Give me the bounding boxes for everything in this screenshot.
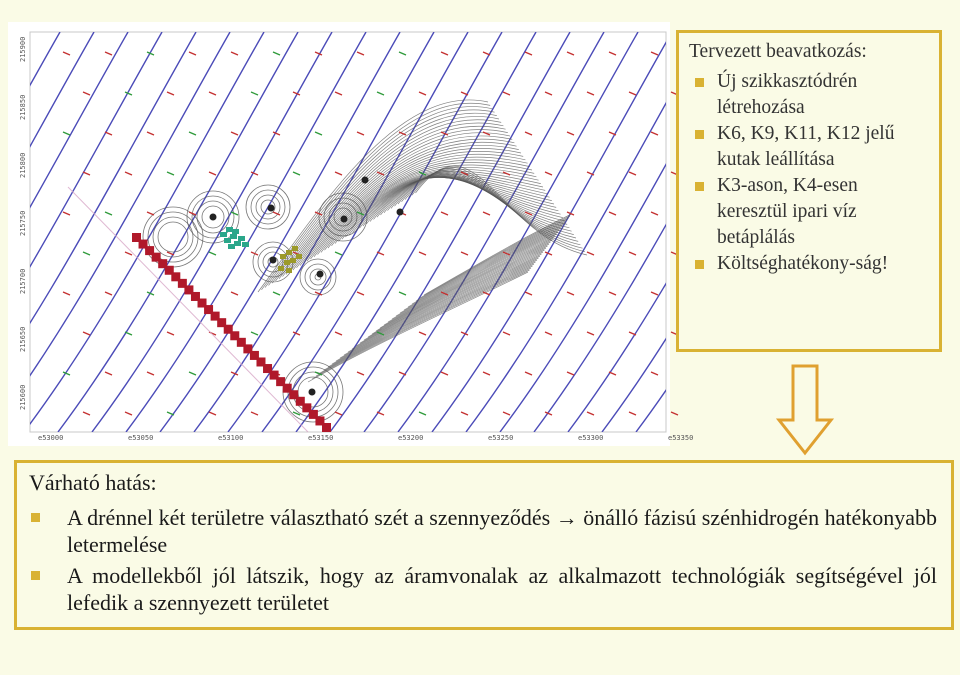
expected-effect-box [14, 460, 954, 630]
plume-cell [278, 266, 284, 271]
model-map-canvas [8, 22, 694, 446]
planned-intervention-box [676, 30, 942, 352]
list-item [29, 504, 937, 558]
down-arrow-icon [776, 364, 834, 456]
y-tick-label: 215800 [19, 152, 27, 178]
list-item [689, 121, 929, 173]
square-bullet-icon [695, 260, 704, 269]
effect-list [29, 504, 937, 616]
plume-cell [284, 260, 290, 265]
y-tick-label: 215900 [19, 36, 27, 62]
x-tick-label: e53000 [38, 434, 64, 442]
y-tick-label: 215750 [19, 210, 27, 236]
well-marker [397, 209, 404, 216]
plume-cell [242, 242, 249, 247]
plume-cell [224, 238, 231, 243]
plume-cell [226, 227, 233, 232]
x-tick-label: e53250 [488, 434, 514, 442]
y-tick-label: 215650 [19, 326, 27, 352]
plume-cell [220, 232, 227, 237]
well-marker [270, 257, 277, 264]
plume-cell [290, 258, 296, 263]
plume-cell [280, 254, 286, 259]
well-marker [317, 271, 324, 278]
list-item [689, 69, 929, 121]
x-tick-label: e53350 [668, 434, 694, 442]
y-tick-label: 215700 [19, 268, 27, 294]
x-tick-label: e53300 [578, 434, 604, 442]
well-marker [268, 205, 275, 212]
velocity-arrow [671, 412, 678, 415]
square-bullet-icon [695, 78, 704, 87]
plan-list [689, 69, 929, 277]
plan-item-text: K3-ason, K4-esen keresztül ipari víz betáplálás [717, 175, 858, 248]
well-marker [210, 214, 217, 221]
plume-cell [238, 236, 245, 241]
plan-title: Tervezett beavatkozás: [689, 41, 867, 62]
plan-item-text: Költséghatékony-ság! [717, 253, 889, 274]
x-tick-label: e53150 [308, 434, 334, 442]
list-item [29, 562, 937, 616]
square-bullet-icon [31, 513, 40, 522]
list-item [689, 173, 929, 251]
square-bullet-icon [695, 130, 704, 139]
y-tick-label: 215600 [19, 384, 27, 410]
list-item [689, 251, 929, 277]
well-marker [341, 216, 348, 223]
x-tick-label: e53050 [128, 434, 154, 442]
square-bullet-icon [31, 571, 40, 580]
groundwater-model-map [8, 22, 694, 446]
effect-item-text: A drénnel két területre választható szét a szennyeződés → önálló fázisú szénhidrogén hatékonyabb letermelése [67, 505, 937, 557]
plume-cell [232, 229, 239, 234]
plan-item-text: Új szikkasztódrén létrehozása [717, 71, 858, 118]
plume-cell [234, 241, 241, 246]
y-tick-label: 215850 [19, 94, 27, 120]
square-bullet-icon [695, 182, 704, 191]
effect-item-text: A modellekből jól látszik, hogy az áramvonalak az alkalmazott technológiák segítségével jól lefedik a szennyezett területet [67, 563, 937, 615]
x-tick-label: e53200 [398, 434, 424, 442]
plume-cell [228, 244, 235, 249]
drain-segment [322, 423, 331, 432]
plume-cell [286, 268, 292, 273]
plan-item-text: K6, K9, K11, K12 jelű kutak leállítása [717, 123, 895, 170]
well-marker [309, 389, 316, 396]
plume-cell [230, 234, 237, 239]
plume-cell [296, 254, 302, 259]
plume-cell [286, 250, 292, 255]
effect-title: Várható hatás: [29, 470, 157, 495]
x-tick-label: e53100 [218, 434, 244, 442]
plume-cell [292, 246, 298, 251]
well-marker [362, 177, 369, 184]
